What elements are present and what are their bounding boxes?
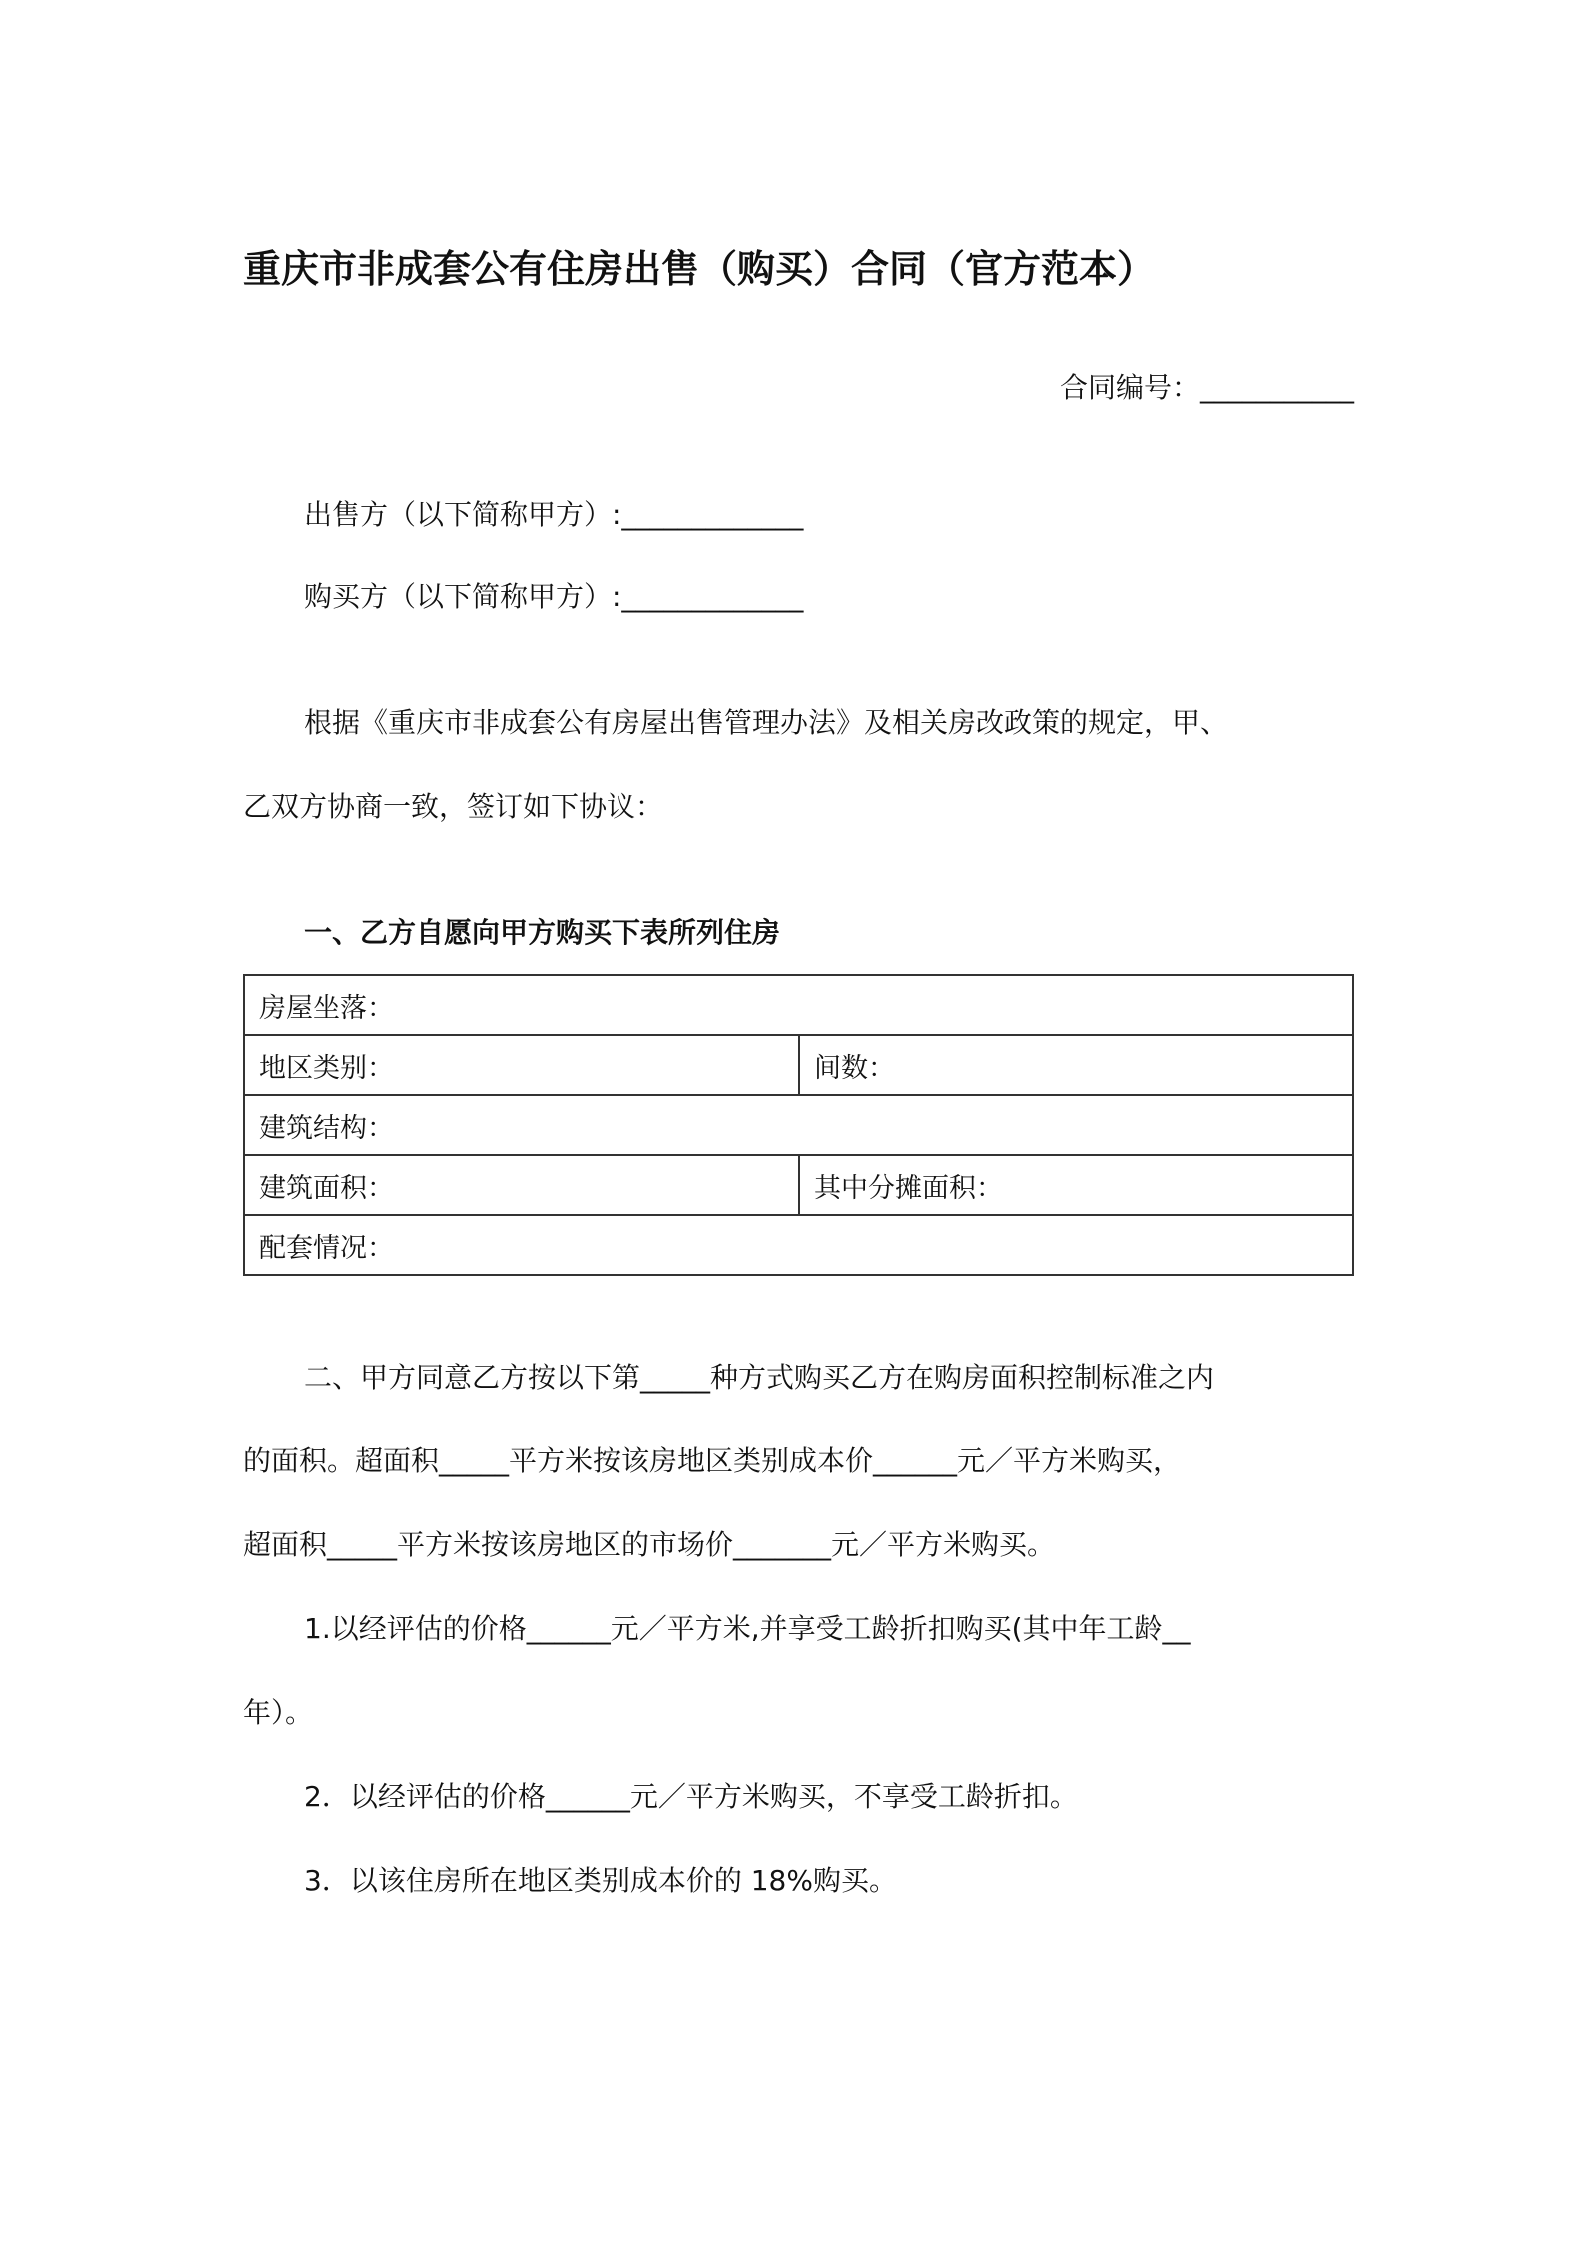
table-row — [244, 1035, 1353, 1095]
table-row — [244, 1095, 1353, 1155]
shared-area-cell: 其中分摊面积： — [799, 1155, 1353, 1215]
table-row — [244, 1215, 1353, 1275]
location-cell: 房屋坐落： — [244, 975, 1353, 1035]
section2-line1: 二、甲方同意乙方按以下第_____种方式购买乙方在购房面积控制标准之内 — [304, 1361, 1215, 1394]
table-row — [244, 1155, 1353, 1215]
option1-line2: 年）。 — [243, 1696, 314, 1729]
section2-line2: 的面积。超面积_____平方米按该房地区类别成本价______元／平方米购买， — [243, 1444, 1182, 1477]
building-area-cell: 建筑面积： — [244, 1155, 799, 1215]
section1-heading: 一、乙方自愿向甲方购买下表所列住房 — [304, 916, 781, 949]
section2-line3: 超面积_____平方米按该房地区的市场价_______元／平方米购买。 — [243, 1528, 1056, 1561]
buyer-line: 购买方（以下简称甲方）:_____________ — [304, 580, 804, 613]
option2-line: 2．以经评估的价格______元／平方米购买，不享受工龄折扣。 — [304, 1780, 1078, 1813]
facilities-cell: 配套情况： — [244, 1215, 1353, 1275]
contract-number: 合同编号：___________ — [1059, 371, 1354, 404]
intro-paragraph-line1: 根据《重庆市非成套公有房屋出售管理办法》及相关房改政策的规定，甲、 — [304, 706, 1229, 739]
seller-line: 出售方（以下简称甲方）:_____________ — [304, 498, 804, 531]
table-row — [244, 975, 1353, 1035]
option1-line1: 1.以经评估的价格______元／平方米,并享受工龄折扣购买(其中年工龄__ — [304, 1612, 1191, 1645]
document-title: 重庆市非成套公有住房出售（购买）合同（官方范本） — [243, 247, 1156, 291]
room-count-cell: 间数： — [799, 1035, 1353, 1095]
option3-line: 3．以该住房所在地区类别成本价的 18%购买。 — [304, 1864, 897, 1897]
house-info-table — [243, 974, 1354, 1276]
structure-cell: 建筑结构： — [244, 1095, 1353, 1155]
intro-paragraph-line2: 乙双方协商一致，签订如下协议： — [243, 790, 664, 823]
district-category-cell: 地区类别： — [244, 1035, 799, 1095]
